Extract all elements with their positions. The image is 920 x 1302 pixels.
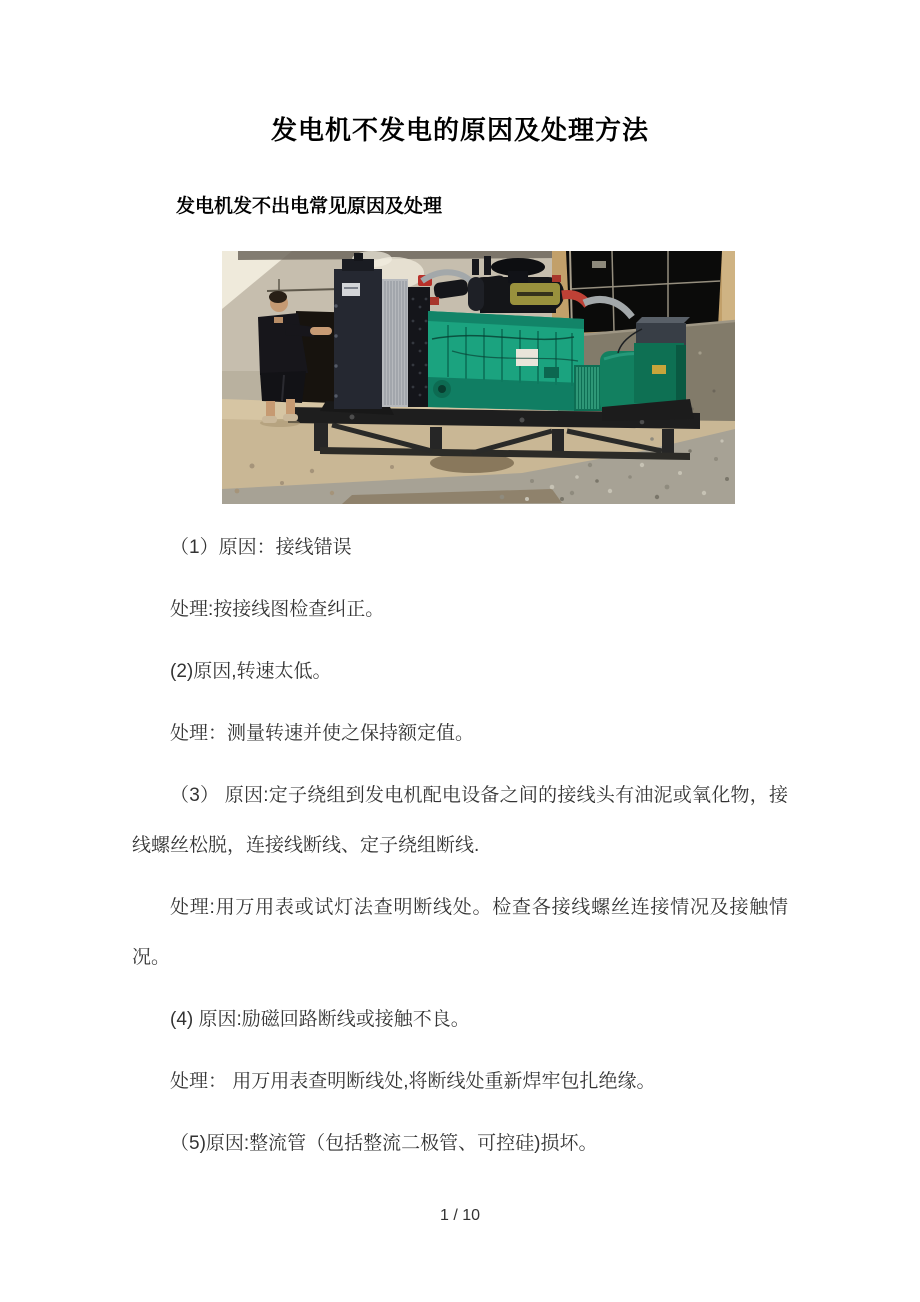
generator-photo (222, 251, 735, 504)
paragraph-treatment-4: 处理： 用万用表查明断线处,将断线处重新焊牢包扎绝缘。 (170, 1071, 656, 1092)
generator-photo-illustration (222, 251, 735, 504)
page-title: 发电机不发电的原因及处理方法 (270, 115, 649, 145)
paragraph-cause-3: （3） 原因:定子绕组到发电机配电设备之间的接线头有油泥或氧化物，接线螺丝松脱，连接线断线、定子绕组断线. (132, 785, 788, 856)
paragraph-cause-5: （5)原因:整流管（包括整流二极管、可控硅)损坏。 (170, 1133, 598, 1154)
paragraph-treatment-3: 处理:用万用表或试灯法查明断线处。检查各接线螺丝连接情况及接触情况。 (132, 897, 788, 968)
paragraph-cause-1: （1）原因：接线错误 (170, 537, 352, 558)
body-text (132, 523, 788, 1169)
paragraph-cause-4: (4) 原因:励磁回路断线或接触不良。 (170, 1009, 470, 1030)
section-heading: 发电机发不出电常见原因及处理 (176, 196, 443, 217)
paragraph-cause-2: (2)原因,转速太低。 (170, 661, 332, 682)
paragraph-treatment-2: 处理：测量转速并使之保持额定值。 (170, 723, 475, 744)
page-number: 1 / 10 (439, 1207, 481, 1224)
paragraph-treatment-1: 处理:按接线图检查纠正。 (170, 599, 385, 620)
